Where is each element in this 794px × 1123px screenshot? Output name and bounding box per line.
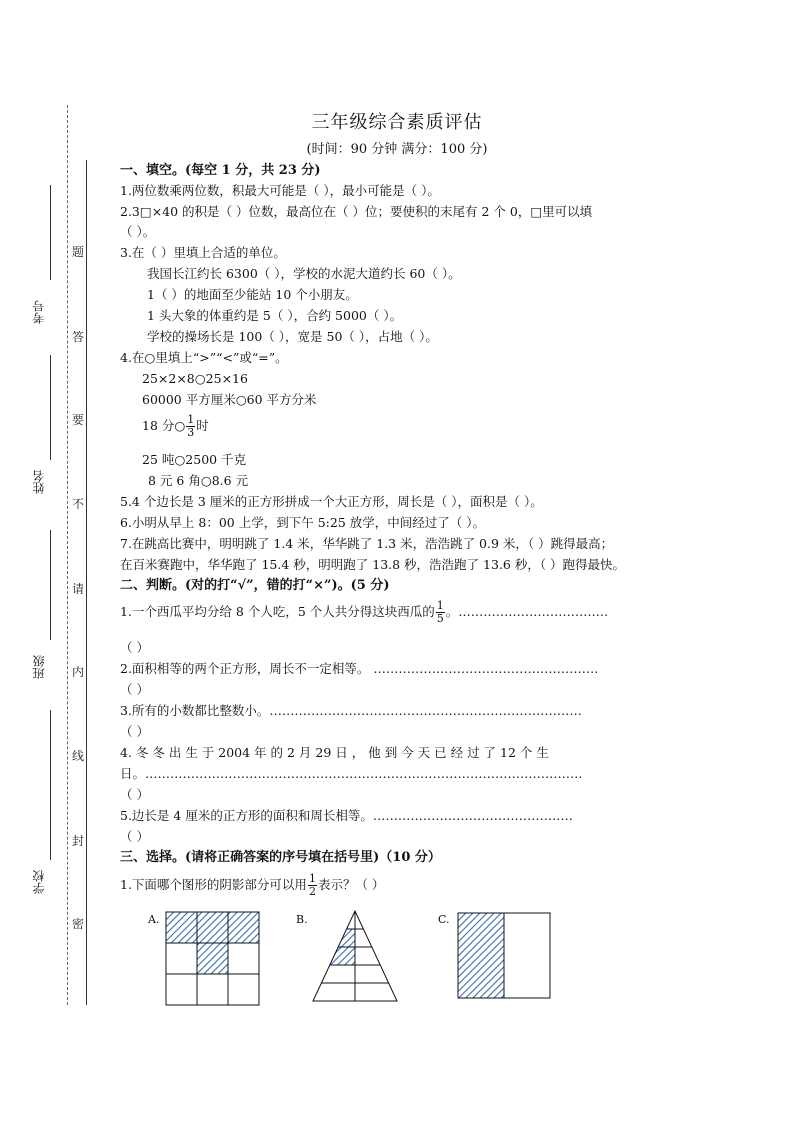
fraction-one-fifth bbox=[436, 600, 445, 625]
question-1-1: 1.两位数乘两位数，积最大可能是（ ），最小可能是（ ）。 bbox=[120, 183, 440, 198]
question-1-4e: 8 元 6 角○8.6 元 bbox=[148, 473, 249, 488]
section-1-heading: 一、填空。(每空 1 分，共 23 分) bbox=[120, 163, 321, 178]
question-1-4c bbox=[142, 414, 209, 439]
judge-1-dots: 。……………………………… bbox=[445, 604, 609, 619]
choice-1 bbox=[120, 873, 384, 898]
figure-c-rectangle[interactable] bbox=[458, 913, 550, 998]
fraction-one-third bbox=[186, 414, 195, 439]
seal-char: 答 bbox=[71, 330, 84, 344]
fraction-denominator: 3 bbox=[187, 426, 195, 439]
seal-char: 线 bbox=[71, 749, 84, 763]
question-1-3d: 学校的操场长是 100（ ），宽是 50（ ），占地（ ）。 bbox=[147, 329, 438, 344]
question-1-4a: 25×2×8○25×16 bbox=[142, 371, 248, 386]
seal-char: 题 bbox=[71, 245, 84, 259]
choice-1-answer: 表示？（ ） bbox=[317, 877, 385, 892]
fraction-denominator: 5 bbox=[436, 612, 444, 625]
judge-1-answer[interactable]: （ ） bbox=[120, 640, 149, 655]
option-c-label[interactable]: C. bbox=[438, 913, 450, 926]
shaded-cell bbox=[197, 943, 228, 974]
question-1-3b: 1（ ）的地面至少能站 10 个小朋友。 bbox=[147, 287, 358, 302]
judge-1 bbox=[120, 600, 608, 625]
seal-char: 请 bbox=[71, 582, 84, 596]
figure-a-grid[interactable] bbox=[166, 912, 259, 1005]
seal-char: 要 bbox=[71, 413, 84, 427]
question-1-4c-pre: 18 分○ bbox=[142, 418, 186, 433]
question-1-4d: 25 吨○2500 千克 bbox=[142, 452, 247, 467]
judge-3: 3.所有的小数都比整数小。………………………………………………………………… bbox=[120, 703, 582, 718]
question-1-7: 7.在跳高比赛中，明明跳了 1.4 米，华华跳了 1.3 米，浩浩跳了 0.9 米，（ ）跳得最高； bbox=[120, 536, 614, 551]
school-line bbox=[50, 710, 51, 860]
question-1-7-cont: 在百米赛跑中，华华跑了 15.4 秒，明明跑了 13.8 秒，浩浩跑了 13.6 秒，（ ）跑得最快。 bbox=[120, 557, 626, 572]
question-1-3: 3.在（ ）里填上合适的单位。 bbox=[120, 245, 286, 260]
fold-line bbox=[67, 105, 68, 1005]
question-1-2: 2.3□×40 的积是（ ）位数，最高位在（ ）位；要使积的末尾有 2 个 0，□里可以填 bbox=[120, 204, 593, 219]
class-line bbox=[50, 530, 51, 640]
seal-char: 内 bbox=[71, 665, 84, 679]
exam-number-line bbox=[50, 185, 51, 280]
shaded-cell bbox=[197, 912, 228, 943]
seal-char: 封 bbox=[71, 834, 84, 848]
option-b-label[interactable]: B. bbox=[296, 913, 308, 926]
name-label: 姓名 bbox=[32, 470, 46, 494]
question-1-3c: 1 头大象的体重约是 5（ ），合约 5000（ ）。 bbox=[147, 308, 403, 323]
judge-1-text: 1.一个西瓜平均分给 8 个人吃，5 个人共分得这块西瓜的 bbox=[120, 604, 435, 619]
fraction-numerator: 1 bbox=[436, 599, 444, 612]
figure-b-triangle[interactable] bbox=[313, 911, 397, 1001]
name-line bbox=[50, 355, 51, 460]
exam-number-label: 考号 bbox=[32, 300, 46, 324]
fraction-numerator: 1 bbox=[308, 872, 316, 885]
shaded-cell bbox=[166, 912, 197, 943]
judge-5-answer[interactable]: （ ） bbox=[120, 829, 149, 844]
seal-char: 密 bbox=[71, 917, 84, 931]
section-3-heading: 三、选择。(请将正确答案的序号填在括号里)（10 分） bbox=[120, 850, 441, 865]
seal-line bbox=[86, 160, 87, 1005]
class-label: 班级 bbox=[32, 655, 46, 679]
judge-2: 2.面积相等的两个正方形，周长不一定相等。 ……………………………………………… bbox=[120, 661, 599, 676]
question-1-4c-post: 时 bbox=[196, 418, 209, 433]
question-1-3a: 我国长江约长 6300（ ），学校的水泥大道约长 60（ ）。 bbox=[147, 266, 461, 281]
judge-2-answer[interactable]: （ ） bbox=[120, 682, 149, 697]
question-1-4: 4.在○里填上“>”“<”或“=”。 bbox=[120, 350, 288, 365]
question-1-2-cont: （ ）。 bbox=[120, 224, 156, 239]
page-subtitle: (时间：90 分钟 满分：100 分) bbox=[306, 142, 488, 157]
judge-4: 4. 冬 冬 出 生 于 2004 年 的 2 月 29 日 ， 他 到 今 天 已 经 过 了 12 个 生 bbox=[120, 745, 549, 760]
seal-char: 不 bbox=[71, 497, 84, 511]
question-1-6: 6.小明从早上 8：00 上学，到下午 5:25 放学，中间经过了（ ）。 bbox=[120, 515, 485, 530]
fraction-denominator: 2 bbox=[308, 885, 316, 898]
school-label: 学校 bbox=[32, 870, 46, 894]
judge-5: 5.边长是 4 厘米的正方形的面积和周长相等。………………………………………… bbox=[120, 808, 573, 823]
page-title: 三年级综合素质评估 bbox=[311, 112, 483, 133]
judge-4-answer[interactable]: （ ） bbox=[120, 787, 149, 802]
question-1-4b: 60000 平方厘米○60 平方分米 bbox=[142, 392, 317, 407]
section-2-heading: 二、判断。(对的打“√”，错的打“×”)。(5 分) bbox=[120, 578, 390, 593]
shaded-half bbox=[458, 913, 504, 998]
question-1-5: 5.4 个边长是 3 厘米的正方形拼成一个大正方形，周长是（ ），面积是（ ）。 bbox=[120, 494, 543, 509]
judge-4-cont: 日。…………………………………………………………………………………………… bbox=[120, 766, 583, 781]
choice-1-text: 1.下面哪个图形的阴影部分可以用 bbox=[120, 877, 307, 892]
fraction-numerator: 1 bbox=[187, 413, 195, 426]
judge-3-answer[interactable]: （ ） bbox=[120, 724, 149, 739]
option-a-label[interactable]: A. bbox=[148, 913, 160, 926]
fraction-one-half bbox=[308, 873, 317, 898]
shaded-cell bbox=[228, 912, 259, 943]
